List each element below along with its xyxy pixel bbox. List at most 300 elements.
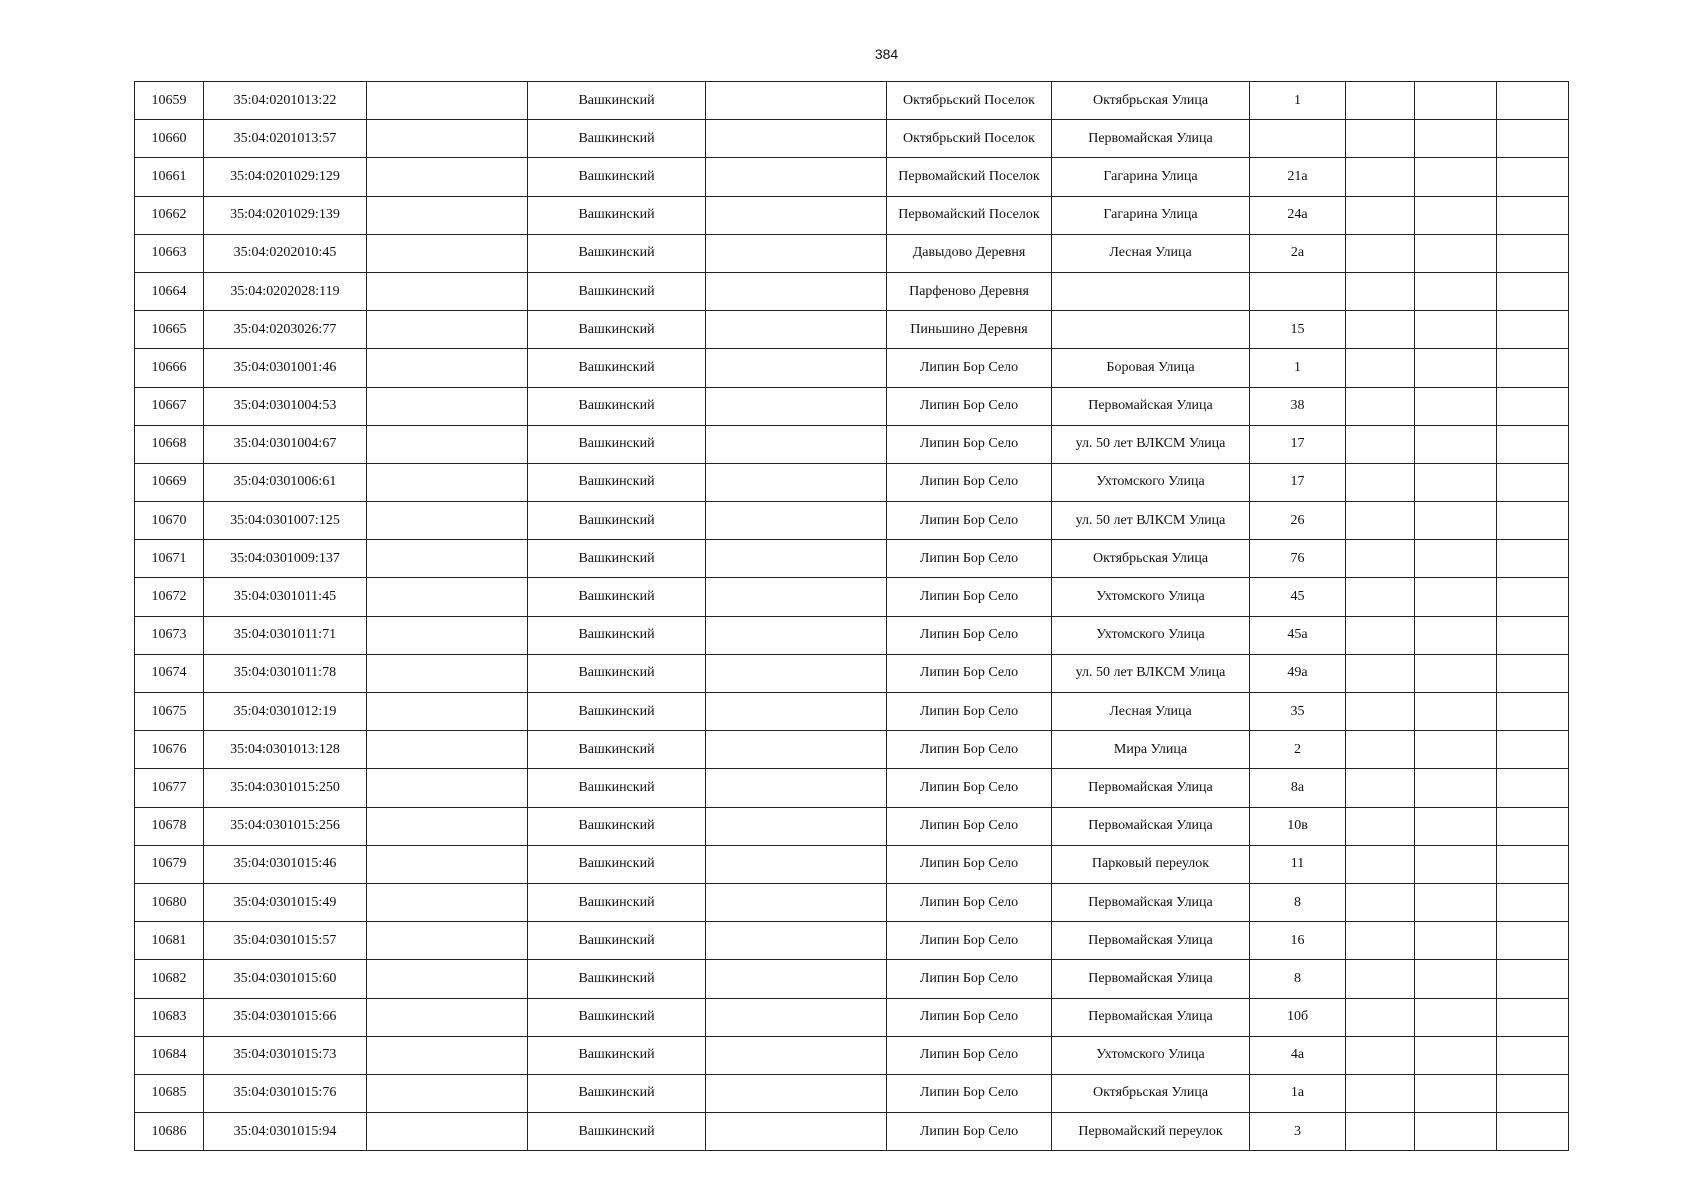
- cadastral-number-cell: 35:04:0301011:71: [204, 616, 367, 654]
- district-cell: Вашкинский: [528, 578, 706, 616]
- empty-cell-3: [367, 578, 528, 616]
- cadastral-number-cell: 35:04:0301004:67: [204, 425, 367, 463]
- district-cell: Вашкинский: [528, 883, 706, 921]
- table-row: [135, 922, 1569, 960]
- empty-cell-11: [1497, 463, 1569, 501]
- street-cell: Мира Улица: [1052, 731, 1250, 769]
- empty-cell-5: [706, 1036, 887, 1074]
- settlement-cell: Липин Бор Село: [887, 998, 1052, 1036]
- empty-cell-11: [1497, 960, 1569, 998]
- table-row: [135, 693, 1569, 731]
- empty-cell-5: [706, 502, 887, 540]
- empty-cell-5: [706, 769, 887, 807]
- district-cell: Вашкинский: [528, 234, 706, 272]
- empty-cell-3: [367, 922, 528, 960]
- empty-cell-9: [1346, 922, 1415, 960]
- street-cell: ул. 50 лет ВЛКСМ Улица: [1052, 425, 1250, 463]
- settlement-cell: Липин Бор Село: [887, 693, 1052, 731]
- empty-cell-11: [1497, 1074, 1569, 1112]
- empty-cell-10: [1415, 425, 1497, 463]
- empty-cell-10: [1415, 540, 1497, 578]
- house-number-cell: 76: [1250, 540, 1346, 578]
- street-cell: Первомайская Улица: [1052, 998, 1250, 1036]
- empty-cell-3: [367, 654, 528, 692]
- settlement-cell: Липин Бор Село: [887, 387, 1052, 425]
- house-number-cell: 17: [1250, 463, 1346, 501]
- record-number-cell: 10663: [135, 234, 204, 272]
- table-row: [135, 196, 1569, 234]
- empty-cell-3: [367, 82, 528, 120]
- record-number-cell: 10666: [135, 349, 204, 387]
- street-cell: Ухтомского Улица: [1052, 463, 1250, 501]
- empty-cell-10: [1415, 120, 1497, 158]
- settlement-cell: Октябрьский Поселок: [887, 120, 1052, 158]
- settlement-cell: Липин Бор Село: [887, 883, 1052, 921]
- cadastral-number-cell: 35:04:0301001:46: [204, 349, 367, 387]
- empty-cell-3: [367, 1074, 528, 1112]
- table-row: [135, 349, 1569, 387]
- house-number-cell: [1250, 272, 1346, 310]
- district-cell: Вашкинский: [528, 272, 706, 310]
- table-row: [135, 502, 1569, 540]
- empty-cell-5: [706, 883, 887, 921]
- empty-cell-10: [1415, 998, 1497, 1036]
- cadastral-number-cell: 35:04:0301006:61: [204, 463, 367, 501]
- empty-cell-9: [1346, 540, 1415, 578]
- empty-cell-5: [706, 540, 887, 578]
- house-number-cell: 45а: [1250, 616, 1346, 654]
- empty-cell-9: [1346, 196, 1415, 234]
- empty-cell-11: [1497, 616, 1569, 654]
- empty-cell-11: [1497, 158, 1569, 196]
- empty-cell-9: [1346, 960, 1415, 998]
- district-cell: Вашкинский: [528, 998, 706, 1036]
- empty-cell-10: [1415, 82, 1497, 120]
- record-number-cell: 10671: [135, 540, 204, 578]
- house-number-cell: 15: [1250, 311, 1346, 349]
- table-row: [135, 387, 1569, 425]
- settlement-cell: Липин Бор Село: [887, 425, 1052, 463]
- table-row: [135, 540, 1569, 578]
- district-cell: Вашкинский: [528, 1036, 706, 1074]
- cadastral-number-cell: 35:04:0301015:46: [204, 845, 367, 883]
- table-row: [135, 616, 1569, 654]
- settlement-cell: Липин Бор Село: [887, 1036, 1052, 1074]
- empty-cell-10: [1415, 463, 1497, 501]
- empty-cell-9: [1346, 616, 1415, 654]
- record-number-cell: 10684: [135, 1036, 204, 1074]
- cadastral-number-cell: 35:04:0301015:57: [204, 922, 367, 960]
- empty-cell-10: [1415, 272, 1497, 310]
- cadastral-number-cell: 35:04:0301015:94: [204, 1113, 367, 1151]
- record-number-cell: 10686: [135, 1113, 204, 1151]
- street-cell: Первомайская Улица: [1052, 387, 1250, 425]
- record-number-cell: 10669: [135, 463, 204, 501]
- empty-cell-3: [367, 845, 528, 883]
- empty-cell-5: [706, 731, 887, 769]
- empty-cell-9: [1346, 998, 1415, 1036]
- record-number-cell: 10678: [135, 807, 204, 845]
- settlement-cell: Липин Бор Село: [887, 960, 1052, 998]
- record-number-cell: 10661: [135, 158, 204, 196]
- empty-cell-3: [367, 1036, 528, 1074]
- district-cell: Вашкинский: [528, 922, 706, 960]
- cadastral-number-cell: 35:04:0202010:45: [204, 234, 367, 272]
- cadastral-number-cell: 35:04:0301015:250: [204, 769, 367, 807]
- street-cell: Первомайская Улица: [1052, 883, 1250, 921]
- empty-cell-10: [1415, 922, 1497, 960]
- house-number-cell: 3: [1250, 1113, 1346, 1151]
- house-number-cell: [1250, 120, 1346, 158]
- street-cell: Первомайская Улица: [1052, 960, 1250, 998]
- settlement-cell: Липин Бор Село: [887, 654, 1052, 692]
- record-number-cell: 10679: [135, 845, 204, 883]
- house-number-cell: 38: [1250, 387, 1346, 425]
- settlement-cell: Липин Бор Село: [887, 349, 1052, 387]
- record-number-cell: 10673: [135, 616, 204, 654]
- empty-cell-3: [367, 387, 528, 425]
- settlement-cell: Липин Бор Село: [887, 502, 1052, 540]
- empty-cell-3: [367, 425, 528, 463]
- empty-cell-11: [1497, 1113, 1569, 1151]
- settlement-cell: Пиньшино Деревня: [887, 311, 1052, 349]
- table-row: [135, 960, 1569, 998]
- empty-cell-5: [706, 463, 887, 501]
- empty-cell-10: [1415, 960, 1497, 998]
- house-number-cell: 10б: [1250, 998, 1346, 1036]
- empty-cell-9: [1346, 1113, 1415, 1151]
- empty-cell-11: [1497, 693, 1569, 731]
- street-cell: [1052, 272, 1250, 310]
- table-row: [135, 807, 1569, 845]
- settlement-cell: Липин Бор Село: [887, 731, 1052, 769]
- street-cell: Октябрьская Улица: [1052, 82, 1250, 120]
- empty-cell-11: [1497, 120, 1569, 158]
- record-number-cell: 10681: [135, 922, 204, 960]
- empty-cell-5: [706, 922, 887, 960]
- house-number-cell: 4а: [1250, 1036, 1346, 1074]
- record-number-cell: 10680: [135, 883, 204, 921]
- cadastral-number-cell: 35:04:0301012:19: [204, 693, 367, 731]
- empty-cell-3: [367, 234, 528, 272]
- table-row: [135, 1074, 1569, 1112]
- empty-cell-10: [1415, 807, 1497, 845]
- district-cell: Вашкинский: [528, 502, 706, 540]
- empty-cell-5: [706, 425, 887, 463]
- empty-cell-3: [367, 196, 528, 234]
- empty-cell-10: [1415, 387, 1497, 425]
- street-cell: Ухтомского Улица: [1052, 578, 1250, 616]
- house-number-cell: 24а: [1250, 196, 1346, 234]
- house-number-cell: 26: [1250, 502, 1346, 540]
- empty-cell-9: [1346, 578, 1415, 616]
- record-number-cell: 10660: [135, 120, 204, 158]
- settlement-cell: Липин Бор Село: [887, 845, 1052, 883]
- empty-cell-5: [706, 158, 887, 196]
- empty-cell-11: [1497, 1036, 1569, 1074]
- record-number-cell: 10672: [135, 578, 204, 616]
- record-number-cell: 10682: [135, 960, 204, 998]
- empty-cell-10: [1415, 1074, 1497, 1112]
- house-number-cell: 49а: [1250, 654, 1346, 692]
- record-number-cell: 10662: [135, 196, 204, 234]
- empty-cell-9: [1346, 693, 1415, 731]
- table-row: [135, 1036, 1569, 1074]
- district-cell: Вашкинский: [528, 845, 706, 883]
- street-cell: Парковый переулок: [1052, 845, 1250, 883]
- street-cell: Первомайская Улица: [1052, 769, 1250, 807]
- street-cell: Ухтомского Улица: [1052, 1036, 1250, 1074]
- empty-cell-3: [367, 502, 528, 540]
- district-cell: Вашкинский: [528, 654, 706, 692]
- empty-cell-9: [1346, 769, 1415, 807]
- street-cell: Первомайская Улица: [1052, 120, 1250, 158]
- empty-cell-11: [1497, 807, 1569, 845]
- settlement-cell: Липин Бор Село: [887, 578, 1052, 616]
- table-row: [135, 845, 1569, 883]
- empty-cell-9: [1346, 349, 1415, 387]
- settlement-cell: Липин Бор Село: [887, 1074, 1052, 1112]
- empty-cell-5: [706, 998, 887, 1036]
- empty-cell-11: [1497, 272, 1569, 310]
- house-number-cell: 21а: [1250, 158, 1346, 196]
- table-row: [135, 578, 1569, 616]
- table-row: [135, 769, 1569, 807]
- district-cell: Вашкинский: [528, 425, 706, 463]
- house-number-cell: 1а: [1250, 1074, 1346, 1112]
- cadastral-number-cell: 35:04:0301015:256: [204, 807, 367, 845]
- street-cell: Ухтомского Улица: [1052, 616, 1250, 654]
- record-number-cell: 10667: [135, 387, 204, 425]
- empty-cell-10: [1415, 845, 1497, 883]
- table-row: [135, 311, 1569, 349]
- cadastral-number-cell: 35:04:0301009:137: [204, 540, 367, 578]
- cadastral-number-cell: 35:04:0301015:73: [204, 1036, 367, 1074]
- district-cell: Вашкинский: [528, 616, 706, 654]
- empty-cell-3: [367, 349, 528, 387]
- record-number-cell: 10675: [135, 693, 204, 731]
- empty-cell-5: [706, 960, 887, 998]
- table-row: [135, 463, 1569, 501]
- settlement-cell: Первомайский Поселок: [887, 196, 1052, 234]
- empty-cell-9: [1346, 425, 1415, 463]
- empty-cell-5: [706, 234, 887, 272]
- settlement-cell: Липин Бор Село: [887, 616, 1052, 654]
- district-cell: Вашкинский: [528, 120, 706, 158]
- empty-cell-5: [706, 807, 887, 845]
- empty-cell-9: [1346, 120, 1415, 158]
- empty-cell-5: [706, 845, 887, 883]
- house-number-cell: 16: [1250, 922, 1346, 960]
- settlement-cell: Липин Бор Село: [887, 1113, 1052, 1151]
- street-cell: Лесная Улица: [1052, 234, 1250, 272]
- empty-cell-11: [1497, 502, 1569, 540]
- empty-cell-11: [1497, 349, 1569, 387]
- settlement-cell: Липин Бор Село: [887, 922, 1052, 960]
- table-row: [135, 731, 1569, 769]
- record-number-cell: 10685: [135, 1074, 204, 1112]
- empty-cell-11: [1497, 540, 1569, 578]
- cadastral-number-cell: 35:04:0301011:78: [204, 654, 367, 692]
- empty-cell-9: [1346, 387, 1415, 425]
- empty-cell-9: [1346, 807, 1415, 845]
- cadastral-number-cell: 35:04:0301004:53: [204, 387, 367, 425]
- empty-cell-5: [706, 616, 887, 654]
- house-number-cell: 8: [1250, 960, 1346, 998]
- district-cell: Вашкинский: [528, 769, 706, 807]
- empty-cell-10: [1415, 654, 1497, 692]
- street-cell: Первомайская Улица: [1052, 922, 1250, 960]
- house-number-cell: 35: [1250, 693, 1346, 731]
- empty-cell-11: [1497, 578, 1569, 616]
- empty-cell-11: [1497, 311, 1569, 349]
- empty-cell-11: [1497, 883, 1569, 921]
- empty-cell-11: [1497, 654, 1569, 692]
- cadastral-number-cell: 35:04:0301015:49: [204, 883, 367, 921]
- district-cell: Вашкинский: [528, 731, 706, 769]
- empty-cell-9: [1346, 272, 1415, 310]
- street-cell: [1052, 311, 1250, 349]
- settlement-cell: Парфеново Деревня: [887, 272, 1052, 310]
- empty-cell-10: [1415, 616, 1497, 654]
- cadastral-number-cell: 35:04:0301007:125: [204, 502, 367, 540]
- table-row: [135, 234, 1569, 272]
- empty-cell-11: [1497, 387, 1569, 425]
- street-cell: Первомайская Улица: [1052, 807, 1250, 845]
- table-row: [135, 425, 1569, 463]
- empty-cell-9: [1346, 731, 1415, 769]
- record-number-cell: 10665: [135, 311, 204, 349]
- empty-cell-11: [1497, 196, 1569, 234]
- empty-cell-3: [367, 158, 528, 196]
- empty-cell-11: [1497, 845, 1569, 883]
- cadastral-number-cell: 35:04:0203026:77: [204, 311, 367, 349]
- cadastral-number-cell: 35:04:0301015:76: [204, 1074, 367, 1112]
- table-row: [135, 158, 1569, 196]
- empty-cell-3: [367, 693, 528, 731]
- district-cell: Вашкинский: [528, 463, 706, 501]
- district-cell: Вашкинский: [528, 387, 706, 425]
- cadastral-number-cell: 35:04:0301015:60: [204, 960, 367, 998]
- empty-cell-5: [706, 578, 887, 616]
- empty-cell-11: [1497, 922, 1569, 960]
- empty-cell-11: [1497, 425, 1569, 463]
- empty-cell-5: [706, 1074, 887, 1112]
- house-number-cell: 45: [1250, 578, 1346, 616]
- empty-cell-9: [1346, 1074, 1415, 1112]
- district-cell: Вашкинский: [528, 807, 706, 845]
- settlement-cell: Первомайский Поселок: [887, 158, 1052, 196]
- table-row: [135, 272, 1569, 310]
- record-number-cell: 10659: [135, 82, 204, 120]
- empty-cell-5: [706, 1113, 887, 1151]
- cadastral-number-cell: 35:04:0202028:119: [204, 272, 367, 310]
- empty-cell-9: [1346, 463, 1415, 501]
- empty-cell-10: [1415, 883, 1497, 921]
- street-cell: Гагарина Улица: [1052, 196, 1250, 234]
- table-row: [135, 998, 1569, 1036]
- empty-cell-10: [1415, 693, 1497, 731]
- settlement-cell: Липин Бор Село: [887, 540, 1052, 578]
- record-number-cell: 10674: [135, 654, 204, 692]
- house-number-cell: 17: [1250, 425, 1346, 463]
- empty-cell-9: [1346, 82, 1415, 120]
- empty-cell-10: [1415, 769, 1497, 807]
- district-cell: Вашкинский: [528, 82, 706, 120]
- empty-cell-3: [367, 807, 528, 845]
- table-row: [135, 883, 1569, 921]
- street-cell: Боровая Улица: [1052, 349, 1250, 387]
- empty-cell-10: [1415, 1036, 1497, 1074]
- empty-cell-10: [1415, 311, 1497, 349]
- empty-cell-5: [706, 82, 887, 120]
- record-number-cell: 10668: [135, 425, 204, 463]
- cadastral-number-cell: 35:04:0301015:66: [204, 998, 367, 1036]
- page-number: 384: [874, 46, 899, 62]
- empty-cell-5: [706, 349, 887, 387]
- cadastral-number-cell: 35:04:0201029:129: [204, 158, 367, 196]
- empty-cell-11: [1497, 234, 1569, 272]
- cadastral-number-cell: 35:04:0201029:139: [204, 196, 367, 234]
- empty-cell-9: [1346, 234, 1415, 272]
- cadastral-number-cell: 35:04:0201013:57: [204, 120, 367, 158]
- empty-cell-10: [1415, 158, 1497, 196]
- empty-cell-11: [1497, 82, 1569, 120]
- settlement-cell: Липин Бор Село: [887, 769, 1052, 807]
- table-row: [135, 654, 1569, 692]
- street-cell: Октябрьская Улица: [1052, 1074, 1250, 1112]
- empty-cell-10: [1415, 234, 1497, 272]
- empty-cell-10: [1415, 196, 1497, 234]
- empty-cell-5: [706, 311, 887, 349]
- empty-cell-10: [1415, 1113, 1497, 1151]
- empty-cell-9: [1346, 158, 1415, 196]
- empty-cell-11: [1497, 998, 1569, 1036]
- house-number-cell: 1: [1250, 349, 1346, 387]
- street-cell: Первомайский переулок: [1052, 1113, 1250, 1151]
- settlement-cell: Октябрьский Поселок: [887, 82, 1052, 120]
- empty-cell-3: [367, 272, 528, 310]
- cadastral-number-cell: 35:04:0301011:45: [204, 578, 367, 616]
- street-cell: Октябрьская Улица: [1052, 540, 1250, 578]
- empty-cell-3: [367, 120, 528, 158]
- district-cell: Вашкинский: [528, 693, 706, 731]
- settlement-cell: Давыдово Деревня: [887, 234, 1052, 272]
- street-cell: ул. 50 лет ВЛКСМ Улица: [1052, 654, 1250, 692]
- empty-cell-3: [367, 540, 528, 578]
- record-number-cell: 10670: [135, 502, 204, 540]
- house-number-cell: 10в: [1250, 807, 1346, 845]
- house-number-cell: 11: [1250, 845, 1346, 883]
- settlement-cell: Липин Бор Село: [887, 807, 1052, 845]
- empty-cell-5: [706, 387, 887, 425]
- record-number-cell: 10677: [135, 769, 204, 807]
- street-cell: Лесная Улица: [1052, 693, 1250, 731]
- street-cell: ул. 50 лет ВЛКСМ Улица: [1052, 502, 1250, 540]
- district-cell: Вашкинский: [528, 540, 706, 578]
- district-cell: Вашкинский: [528, 196, 706, 234]
- empty-cell-3: [367, 616, 528, 654]
- district-cell: Вашкинский: [528, 311, 706, 349]
- house-number-cell: 2: [1250, 731, 1346, 769]
- empty-cell-3: [367, 883, 528, 921]
- district-cell: Вашкинский: [528, 349, 706, 387]
- registry-table-body: [135, 82, 1569, 1151]
- empty-cell-11: [1497, 769, 1569, 807]
- empty-cell-5: [706, 120, 887, 158]
- street-cell: Гагарина Улица: [1052, 158, 1250, 196]
- house-number-cell: 2а: [1250, 234, 1346, 272]
